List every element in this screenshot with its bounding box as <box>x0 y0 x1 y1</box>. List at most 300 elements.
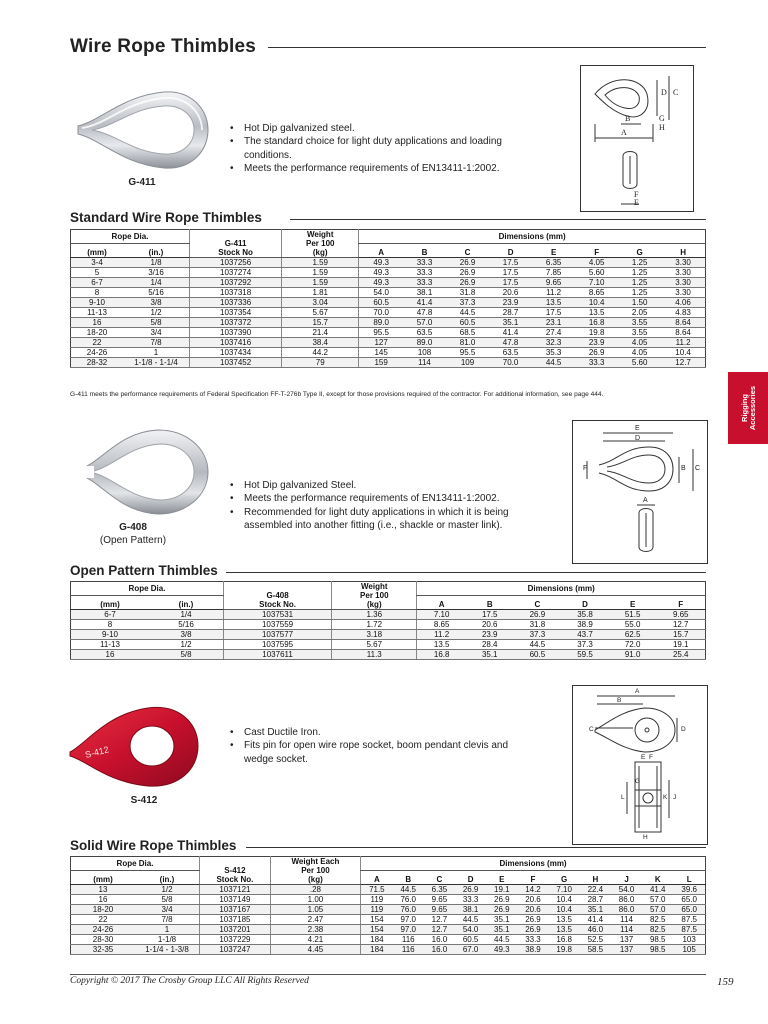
column-header <box>224 582 332 610</box>
table-cell: 1.25 <box>618 268 661 278</box>
table-cell: 55.0 <box>609 620 657 630</box>
table-cell: 11.2 <box>661 338 705 348</box>
column-group-header: Rope Dia. <box>71 857 200 871</box>
column-header <box>200 857 271 885</box>
dim-label: F <box>634 190 639 199</box>
table-cell: 1/2 <box>149 640 224 650</box>
table-cell: 81.0 <box>446 338 489 348</box>
table-cell: 1 <box>135 925 200 935</box>
dim-label: B <box>617 697 622 704</box>
dim-label: A <box>643 497 648 504</box>
table-cell: 82.5 <box>642 925 673 935</box>
table-cell: 97.0 <box>393 925 424 935</box>
g411-product-photo <box>72 86 212 174</box>
table-cell: 1/4 <box>123 278 190 288</box>
table-cell: 1.59 <box>282 278 359 288</box>
table-cell: 98.5 <box>642 945 673 955</box>
table-cell: 16 <box>71 650 150 660</box>
table-cell: 8.64 <box>661 318 705 328</box>
table-cell: 89.0 <box>359 318 403 328</box>
g408-caption-text: G-408 <box>119 522 147 533</box>
header-line: Per 100 <box>301 866 330 875</box>
table-cell: 43.7 <box>561 630 609 640</box>
table-cell: 19.8 <box>549 945 580 955</box>
table-cell: 1037559 <box>224 620 332 630</box>
table-cell: 38.9 <box>561 620 609 630</box>
table-cell: 184 <box>361 935 393 945</box>
table-row <box>71 945 706 955</box>
table-cell: 1.05 <box>270 905 360 915</box>
dim-label: D <box>681 726 686 733</box>
table-cell: 26.9 <box>517 915 548 925</box>
table-cell: 28-30 <box>71 935 136 945</box>
table-cell: 33.3 <box>403 278 446 288</box>
table-cell: 1.59 <box>282 268 359 278</box>
table-cell: 89.0 <box>403 338 446 348</box>
column-header <box>282 230 359 258</box>
table-row <box>71 630 706 640</box>
list-item: • Cast Ductile Iron. <box>228 726 528 739</box>
column-header: A <box>361 871 393 885</box>
g411-caption <box>112 176 172 189</box>
list-item: • Hot Dip galvanized Steel. <box>228 479 528 492</box>
column-group-header: Rope Dia. <box>71 230 190 244</box>
dim-label: E <box>634 198 639 207</box>
section-title: Solid Wire Rope Thimbles <box>70 838 237 853</box>
s412-product-photo <box>66 700 202 794</box>
table-cell: 11.2 <box>532 288 575 298</box>
table-cell: 9.65 <box>532 278 575 288</box>
table-cell: 1.25 <box>618 288 661 298</box>
table-cell: 59.5 <box>561 650 609 660</box>
table-cell: 1037416 <box>190 338 282 348</box>
table-cell: 35.1 <box>489 318 532 328</box>
table-cell: 116 <box>393 935 424 945</box>
table-cell: 17.5 <box>489 278 532 288</box>
table-cell: 54.0 <box>359 288 403 298</box>
column-group-header: Rope Dia. <box>71 582 224 596</box>
column-header: A <box>417 596 466 610</box>
table-row <box>71 318 706 328</box>
dim-label: G <box>635 778 641 785</box>
table-cell: 105 <box>673 945 705 955</box>
table-cell: 16.8 <box>575 318 618 328</box>
table-cell: 1.72 <box>332 620 417 630</box>
list-item: • Fits pin for open wire rope socket, boom pendant clevis and wedge socket. <box>228 739 528 766</box>
table-cell: 39.6 <box>673 885 705 895</box>
table-cell: 2.38 <box>270 925 360 935</box>
table-cell: 3/16 <box>123 268 190 278</box>
table-cell: 184 <box>361 945 393 955</box>
table-cell: 1037149 <box>200 895 271 905</box>
table-cell: 114 <box>611 925 642 935</box>
table-cell: 1037577 <box>224 630 332 640</box>
table-row <box>71 915 706 925</box>
column-group-header: Dimensions (mm) <box>417 582 706 596</box>
dim-label: E <box>641 754 646 761</box>
table-cell: 41.4 <box>642 885 673 895</box>
table-cell: 38.1 <box>455 905 486 915</box>
dim-label: B <box>625 114 631 123</box>
dim-label: F <box>583 465 588 472</box>
table-cell: 54.0 <box>611 885 642 895</box>
table-cell: 1037354 <box>190 308 282 318</box>
table-cell: 4.45 <box>270 945 360 955</box>
dim-label: C <box>589 726 594 733</box>
list-item: • Meets the performance requirements of EN13411-1:2002. <box>228 492 528 505</box>
table-cell: 37.3 <box>446 298 489 308</box>
title-divider <box>268 47 706 48</box>
table-cell: 44.5 <box>455 915 486 925</box>
dim-label: A <box>635 688 640 695</box>
table-cell: 5 <box>71 268 124 278</box>
column-header: E <box>609 596 657 610</box>
table-cell: 52.5 <box>580 935 611 945</box>
table-cell: 44.5 <box>514 640 562 650</box>
table-cell: 57.0 <box>642 895 673 905</box>
table-cell: 4.06 <box>661 298 705 308</box>
column-header: F <box>517 871 548 885</box>
table-cell: 32-35 <box>71 945 136 955</box>
table-cell: 26.9 <box>486 905 517 915</box>
table-cell: 1-1/8 - 1-1/4 <box>123 358 190 368</box>
table-cell: 13 <box>71 885 136 895</box>
table-cell: 1/2 <box>135 885 200 895</box>
column-header: (in.) <box>149 596 224 610</box>
table-cell: 35.1 <box>466 650 514 660</box>
table-cell: 31.8 <box>514 620 562 630</box>
table-cell: 12.7 <box>424 925 455 935</box>
table-cell: 26.9 <box>455 885 486 895</box>
table-cell: 1.36 <box>332 610 417 620</box>
table-cell: 1 <box>123 348 190 358</box>
table-cell: 33.3 <box>455 895 486 905</box>
table-cell: 33.3 <box>403 268 446 278</box>
s412-caption-text: S-412 <box>130 795 158 806</box>
table-cell: 137 <box>611 945 642 955</box>
column-header <box>270 857 360 885</box>
table-cell: 60.5 <box>359 298 403 308</box>
table-cell: 20.6 <box>517 905 548 915</box>
table-cell: 62.5 <box>609 630 657 640</box>
table-cell: 3.30 <box>661 258 705 268</box>
table-cell: 12.7 <box>424 915 455 925</box>
table-cell: 95.5 <box>359 328 403 338</box>
dim-label: C <box>695 465 701 472</box>
side-tab-label: Rigging Accessories <box>740 385 757 431</box>
table-cell: 145 <box>359 348 403 358</box>
table-cell: 23.9 <box>466 630 514 640</box>
table-cell: 24-26 <box>71 925 136 935</box>
s412-caption <box>112 794 176 807</box>
table-cell: 37.3 <box>514 630 562 640</box>
table-cell: 16.0 <box>424 935 455 945</box>
table-cell: 26.9 <box>514 610 562 620</box>
table-cell: 159 <box>359 358 403 368</box>
table-cell: 54.0 <box>455 925 486 935</box>
table-row <box>71 338 706 348</box>
table-cell: 97.0 <box>393 915 424 925</box>
header-line: Weight Each <box>291 857 340 866</box>
table-cell: 1-1/8 <box>135 935 200 945</box>
table-cell: 116 <box>393 945 424 955</box>
table-cell: 4.05 <box>618 348 661 358</box>
table-cell: 1-1/4 - 1-3/8 <box>135 945 200 955</box>
column-group-header: Dimensions (mm) <box>359 230 706 244</box>
table-cell: 72.0 <box>609 640 657 650</box>
column-header: D <box>455 871 486 885</box>
table-cell: 28.4 <box>466 640 514 650</box>
table-cell: 1037201 <box>200 925 271 935</box>
table-cell: 5/16 <box>123 288 190 298</box>
table-cell: 87.5 <box>673 925 705 935</box>
section-divider <box>246 847 706 848</box>
table-cell: 8.65 <box>575 288 618 298</box>
table-cell: 1037595 <box>224 640 332 650</box>
table-cell: 154 <box>361 915 393 925</box>
table-cell: 25.4 <box>656 650 705 660</box>
footer-copyright: Copyright © 2017 The Crosby Group LLC All Rights Reserved <box>70 976 309 986</box>
table-cell: 4.05 <box>618 338 661 348</box>
g408-product-photo <box>72 426 212 518</box>
table-cell: 44.5 <box>532 358 575 368</box>
dim-label: G <box>659 114 665 123</box>
header-line: G-408 <box>266 591 289 600</box>
column-header: (mm) <box>71 244 124 258</box>
table-cell: 137 <box>611 935 642 945</box>
table-cell: 7.10 <box>417 610 466 620</box>
table-cell: 17.5 <box>489 268 532 278</box>
table-cell: 35.1 <box>580 905 611 915</box>
column-header: D <box>489 244 532 258</box>
table-cell: 1.25 <box>618 258 661 268</box>
table-cell: 49.3 <box>486 945 517 955</box>
table-cell: 15.7 <box>656 630 705 640</box>
column-header: (mm) <box>71 871 136 885</box>
dim-label: A <box>621 128 627 137</box>
table-cell: 22.4 <box>580 885 611 895</box>
table-cell: 65.0 <box>673 895 705 905</box>
table-cell: 86.0 <box>611 895 642 905</box>
table-cell: 65.0 <box>673 905 705 915</box>
table-cell: 28.7 <box>580 895 611 905</box>
column-header: B <box>466 596 514 610</box>
table-cell: 38.4 <box>282 338 359 348</box>
table-cell: 26.9 <box>446 258 489 268</box>
table-cell: 1037256 <box>190 258 282 268</box>
table-cell: 14.2 <box>517 885 548 895</box>
column-header: D <box>561 596 609 610</box>
table-cell: 57.0 <box>403 318 446 328</box>
table-cell: 16.0 <box>424 945 455 955</box>
table-cell: 5/8 <box>123 318 190 328</box>
table-cell: 86.0 <box>611 905 642 915</box>
table-cell: 38.9 <box>517 945 548 955</box>
column-header: (in.) <box>135 871 200 885</box>
table-cell: 1037167 <box>200 905 271 915</box>
table-cell: 15.7 <box>282 318 359 328</box>
table-cell: 1037372 <box>190 318 282 328</box>
table-row <box>71 935 706 945</box>
column-header: C <box>424 871 455 885</box>
table-cell: 20.6 <box>489 288 532 298</box>
table-cell: 1.00 <box>270 895 360 905</box>
table-cell: 35.1 <box>486 925 517 935</box>
table-cell: 103 <box>673 935 705 945</box>
table-cell: 3/4 <box>135 905 200 915</box>
table-cell: 38.1 <box>403 288 446 298</box>
column-header: E <box>532 244 575 258</box>
table-cell: 7.85 <box>532 268 575 278</box>
g411-dimension-drawing <box>580 65 694 212</box>
column-header: H <box>580 871 611 885</box>
table-cell: 26.9 <box>517 925 548 935</box>
column-header <box>190 230 282 258</box>
table-cell: 44.5 <box>393 885 424 895</box>
table-cell: 44.2 <box>282 348 359 358</box>
s412-dimension-drawing <box>572 685 708 845</box>
table-cell: 22 <box>71 338 124 348</box>
table-cell: 4.05 <box>575 258 618 268</box>
table-row <box>71 288 706 298</box>
list-item: • Recommended for light duty applications in which it is being assembled into another fitting (i.e., shackle or master link). <box>228 506 528 533</box>
column-header: C <box>446 244 489 258</box>
g411-feature-list <box>228 122 528 176</box>
table-row <box>71 298 706 308</box>
table-cell: 71.5 <box>361 885 393 895</box>
table-cell: 1/4 <box>149 610 224 620</box>
section-divider <box>226 572 706 573</box>
g411-caption-text: G-411 <box>128 177 156 188</box>
dim-label: B <box>681 465 686 472</box>
table-cell: 13.5 <box>575 308 618 318</box>
side-tab[interactable] <box>728 372 768 444</box>
table-cell: 23.9 <box>489 298 532 308</box>
table-cell: 1037336 <box>190 298 282 308</box>
table-cell: 1037274 <box>190 268 282 278</box>
table-cell: 6-7 <box>71 610 150 620</box>
page-number: 159 <box>717 976 734 988</box>
table-cell: 16.8 <box>417 650 466 660</box>
table-cell: 20.6 <box>517 895 548 905</box>
table-cell: 44.5 <box>446 308 489 318</box>
table-row <box>71 905 706 915</box>
table-cell: 1.50 <box>618 298 661 308</box>
table-cell: 60.5 <box>455 935 486 945</box>
table-cell: 47.8 <box>403 308 446 318</box>
table-cell: 3.04 <box>282 298 359 308</box>
table-cell: 5.67 <box>282 308 359 318</box>
table-cell: 6.35 <box>424 885 455 895</box>
header-line: Per 100 <box>360 591 389 600</box>
table-cell: 16 <box>71 895 136 905</box>
table-row <box>71 348 706 358</box>
table-cell: 67.0 <box>455 945 486 955</box>
table-cell: 5/8 <box>149 650 224 660</box>
table-cell: 3.30 <box>661 268 705 278</box>
table-cell: 18-20 <box>71 328 124 338</box>
table-cell: 60.5 <box>514 650 562 660</box>
table-cell: 41.4 <box>580 915 611 925</box>
table-cell: 28-32 <box>71 358 124 368</box>
standard-table-footnote: G-411 meets the performance requirements of Federal Specification FF-T-276b Type II, except for those provisions required of the contractor. For additional information, see page 444. <box>70 391 604 398</box>
column-header: F <box>656 596 705 610</box>
section-title: Standard Wire Rope Thimbles <box>70 210 262 225</box>
table-cell: 9-10 <box>71 630 150 640</box>
table-cell: 17.5 <box>532 308 575 318</box>
table-row <box>71 328 706 338</box>
table-cell: 44.5 <box>486 935 517 945</box>
table-cell: 68.5 <box>446 328 489 338</box>
table-cell: 8.64 <box>661 328 705 338</box>
table-cell: 8 <box>71 620 150 630</box>
table-cell: 108 <box>403 348 446 358</box>
dim-label: K <box>663 794 668 801</box>
table-row <box>71 640 706 650</box>
column-header: (mm) <box>71 596 150 610</box>
table-cell: 114 <box>611 915 642 925</box>
table-cell: 33.3 <box>403 258 446 268</box>
table-cell: 1.59 <box>282 258 359 268</box>
table-cell: 1037185 <box>200 915 271 925</box>
table-cell: 5/8 <box>135 895 200 905</box>
table-cell: 12.7 <box>656 620 705 630</box>
table-cell: 28.7 <box>489 308 532 318</box>
table-cell: 3.55 <box>618 318 661 328</box>
table-row <box>71 620 706 630</box>
footer-divider <box>70 974 706 975</box>
column-header <box>332 582 417 610</box>
table-cell: 23.9 <box>575 338 618 348</box>
column-header: L <box>673 871 705 885</box>
table-cell: 82.5 <box>642 915 673 925</box>
table-cell: 3.30 <box>661 288 705 298</box>
table-cell: 31.8 <box>446 288 489 298</box>
header-line: (kg) <box>308 875 323 884</box>
table-cell: 13.5 <box>549 915 580 925</box>
table-cell: 1037434 <box>190 348 282 358</box>
dim-label: F <box>649 754 653 761</box>
table-cell: 1.81 <box>282 288 359 298</box>
table-cell: 23.1 <box>532 318 575 328</box>
table-cell: 18-20 <box>71 905 136 915</box>
dim-label: H <box>643 834 648 841</box>
column-header: B <box>403 244 446 258</box>
table-cell: 2.47 <box>270 915 360 925</box>
table-cell: 109 <box>446 358 489 368</box>
table-cell: 49.3 <box>359 278 403 288</box>
header-line: G-411 <box>224 239 247 248</box>
table-cell: 3-4 <box>71 258 124 268</box>
column-header: C <box>514 596 562 610</box>
standard-thimbles-table <box>70 229 706 368</box>
header-line: Stock No. <box>259 600 297 609</box>
table-cell: 11.2 <box>417 630 466 640</box>
table-cell: 10.4 <box>575 298 618 308</box>
list-item: • Meets the performance requirements of EN13411-1:2002. <box>228 162 528 175</box>
open-pattern-table <box>70 581 706 660</box>
table-cell: 1037247 <box>200 945 271 955</box>
table-cell: 127 <box>359 338 403 348</box>
table-cell: 13.5 <box>417 640 466 650</box>
column-header: F <box>575 244 618 258</box>
table-cell: 7/8 <box>123 338 190 348</box>
table-cell: 1037531 <box>224 610 332 620</box>
table-cell: 3/8 <box>149 630 224 640</box>
table-cell: 9.65 <box>424 905 455 915</box>
list-item: • The standard choice for light duty applications and loading conditions. <box>228 135 528 162</box>
g408-dimension-drawing <box>572 420 708 564</box>
